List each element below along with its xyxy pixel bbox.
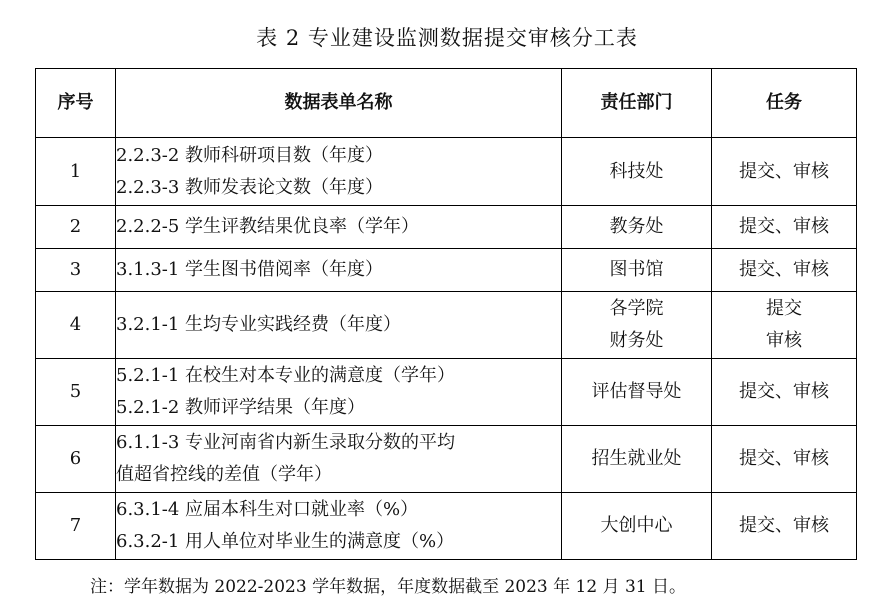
cell-department [562,206,712,249]
cell-task [712,138,857,206]
cell-form-name [116,359,562,426]
row-number: 5 [36,359,116,426]
form-name-line: 3.1.3-1 学生图书借阅率（年度） [116,259,384,280]
form-name-line: 2.2.3-3 教师发表论文数（年度） [116,176,384,198]
form-name-line: 6.1.1-3 专业河南省内新生录取分数的平均 [116,432,456,453]
cell-department [562,426,712,493]
cell-department [562,493,712,560]
form-name-line: 2.2.2-5 学生评教结果优良率（学年） [116,216,420,237]
task-line: 提交、审核 [739,515,829,536]
department-line: 科技处 [609,160,664,182]
department-line: 大创中心 [600,515,673,536]
form-name-line: 6.3.1-4 应届本科生对口就业率（%） [116,499,419,520]
table-row [36,249,857,292]
cell-form-name [116,493,562,560]
header-form-name: 数据表单名称 [116,69,562,138]
form-name-line: 值超省控线的差值（学年） [116,464,332,485]
department-line: 招生就业处 [591,448,682,469]
cell-department [562,359,712,426]
assignment-table [35,68,857,560]
row-number: 4 [36,292,116,359]
form-name-line: 5.2.1-2 教师评学结果（年度） [116,397,366,418]
row-number: 6 [36,426,116,493]
form-name-line: 5.2.1-1 在校生对本专业的满意度（学年） [116,365,456,386]
form-name-line: 2.2.3-2 教师科研项目数（年度） [116,144,384,166]
cell-form-name [116,426,562,493]
cell-department [562,292,712,359]
cell-form-name [116,292,562,359]
cell-department [562,138,712,206]
header-task: 任务 [712,69,857,138]
form-name-line: 6.3.2-1 用人单位对毕业生的满意度（%） [116,531,455,552]
row-number: 7 [36,493,116,560]
department-line: 教务处 [609,216,664,237]
task-line: 提交 [766,298,802,319]
task-line: 提交、审核 [739,448,829,469]
cell-department [562,249,712,292]
cell-form-name [116,206,562,249]
row-number: 1 [36,138,116,206]
header-row [36,69,857,138]
department-line: 各学院 [609,298,664,319]
table-row [36,493,857,560]
form-name-line: 3.2.1-1 生均专业实践经费（年度） [116,314,402,335]
table-title: 表 2 专业建设监测数据提交审核分工表 [256,26,638,50]
department-line: 图书馆 [609,259,664,280]
header-no: 序号 [36,69,116,138]
cell-form-name [116,249,562,292]
cell-task [712,426,857,493]
row-number: 2 [36,206,116,249]
table-row [36,426,857,493]
table-row [36,292,857,359]
table-row [36,206,857,249]
cell-task [712,493,857,560]
cell-form-name [116,138,562,206]
department-line: 评估督导处 [591,381,682,402]
table-row [36,359,857,426]
task-line: 提交、审核 [739,381,829,402]
header-department: 责任部门 [562,69,712,138]
department-line: 财务处 [609,330,664,351]
row-number: 3 [36,249,116,292]
task-line: 审核 [766,330,802,351]
task-line: 提交、审核 [739,160,829,182]
cell-task [712,292,857,359]
task-line: 提交、审核 [739,216,829,237]
footnote: 注：学年数据为 2022-2023 学年数据，年度数据截至 2023 年 12 月 31 日。 [90,577,687,597]
cell-task [712,359,857,426]
cell-task [712,249,857,292]
task-line: 提交、审核 [739,259,829,280]
table-row [36,138,857,206]
cell-task [712,206,857,249]
